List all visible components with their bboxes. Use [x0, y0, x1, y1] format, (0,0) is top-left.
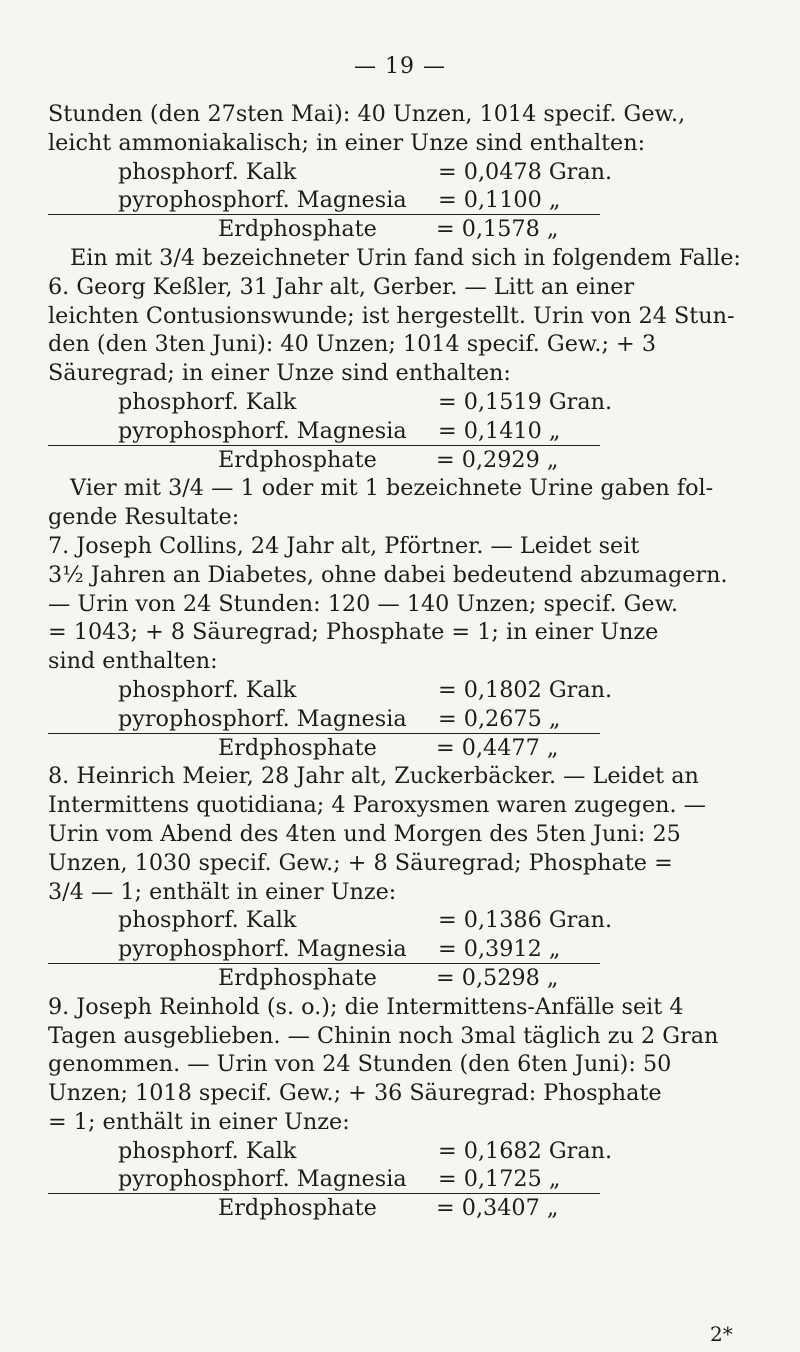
text-line [48, 561, 764, 590]
underlined-row [48, 1165, 764, 1194]
line-text: Stunden (den 27sten Mai): 40 Unzen, 1014 specif. Gew., [48, 101, 686, 127]
table-row [48, 158, 764, 187]
table-row [48, 964, 764, 993]
row-label: phosphorf. Kalk [118, 1137, 297, 1164]
line-text: Vier mit 3/4 — 1 oder mit 1 bezeichnete Urine gaben fol- [70, 475, 714, 502]
row-value: = 0,2675 „ [438, 705, 561, 732]
text-line [48, 993, 764, 1022]
text-line [48, 1050, 764, 1079]
text-line [48, 100, 764, 129]
text-line [48, 302, 764, 331]
line-text: 6. Georg Keßler, 31 Jahr alt, Gerber. — Litt an einer [48, 273, 635, 300]
row-label: pyrophosphorf. Magnesia [118, 1166, 407, 1193]
page-number: — 19 — [354, 54, 446, 79]
row-label: Erdphosphate [218, 1195, 377, 1222]
line-text: = 1; enthält in einer Unze: [48, 1108, 350, 1135]
line-text: 9. Joseph Reinhold (s. o.); die Intermittens-Anfälle seit 4 [48, 993, 684, 1020]
row-value: = 0,2929 „ [436, 446, 559, 473]
underlined-row [48, 935, 764, 964]
line-text: 8. Heinrich Meier, 28 Jahr alt, Zuckerbäcker. — Leidet an [48, 763, 699, 790]
row-label: Erdphosphate [218, 446, 377, 473]
row-value: = 0,1386 Gran. [438, 907, 613, 934]
text-line [48, 1022, 764, 1051]
row-value: = 0,3912 „ [438, 936, 561, 963]
text-line [48, 878, 764, 907]
table-row [48, 935, 600, 964]
row-value: = 0,4477 „ [436, 734, 559, 761]
underlined-row [48, 417, 764, 446]
row-label: Erdphosphate [218, 216, 377, 243]
line-text: — Urin von 24 Stunden: 120 — 140 Unzen; specif. Gew. [48, 590, 679, 617]
text-line [48, 1108, 764, 1137]
table-row [48, 215, 764, 244]
row-value: = 0,1682 Gran. [438, 1137, 613, 1164]
text-line [48, 762, 764, 791]
text-line [48, 330, 764, 359]
line-text: 3½ Jahren an Diabetes, ohne dabei bedeutend abzumagern. [48, 561, 728, 588]
row-value: = 0,1725 „ [438, 1166, 561, 1193]
text-line [48, 359, 764, 388]
text-line [48, 244, 764, 273]
text-line [48, 1079, 764, 1108]
line-text: Intermittens quotidiana; 4 Paroxysmen waren zugegen. — [48, 792, 706, 819]
line-text: Urin vom Abend des 4ten und Morgen des 5ten Juni: 25 [48, 820, 681, 847]
row-label: pyrophosphorf. Magnesia [118, 936, 407, 963]
line-text: Säuregrad; in einer Unze sind enthalten: [48, 360, 511, 387]
line-text: leichten Contusionswunde; ist hergestellt. Urin von 24 Stun- [48, 302, 735, 329]
table-row [48, 1137, 764, 1166]
row-label: phosphorf. Kalk [118, 388, 297, 415]
text-line [48, 474, 764, 503]
row-value: = 0,5298 „ [436, 964, 559, 991]
row-label: phosphorf. Kalk [118, 907, 297, 934]
line-text: = 1043; + 8 Säuregrad; Phosphate = 1; in einer Unze [48, 619, 659, 646]
line-text: sind enthalten: [48, 648, 218, 675]
row-label: Erdphosphate [218, 734, 377, 761]
table-row [48, 734, 764, 763]
table-row [48, 186, 600, 215]
row-label: phosphorf. Kalk [118, 676, 297, 703]
table-row [48, 446, 764, 475]
line-text: leicht ammoniakalisch; in einer Unze sind enthalten: [48, 129, 646, 156]
row-value: = 0,1100 „ [438, 187, 561, 214]
line-text: Unzen; 1018 specif. Gew.; + 36 Säuregrad: Phosphate [48, 1080, 662, 1107]
row-value: = 0,1410 „ [438, 417, 561, 444]
text-line [48, 820, 764, 849]
table-row [48, 388, 764, 417]
underlined-row [48, 186, 764, 215]
line-text: Ein mit 3/4 bezeichneter Urin fand sich in folgendem Falle: [70, 244, 741, 271]
text-line [48, 129, 764, 158]
row-label: pyrophosphorf. Magnesia [118, 187, 407, 214]
line-text: 3/4 — 1; enthält in einer Unze: [48, 878, 397, 905]
text-line [48, 647, 764, 676]
row-value: = 0,1519 Gran. [438, 388, 613, 415]
text-line [48, 273, 764, 302]
line-text: gende Resultate: [48, 504, 240, 531]
table-row [48, 906, 764, 935]
row-value: = 0,3407 „ [436, 1195, 559, 1222]
row-label: phosphorf. Kalk [118, 158, 297, 185]
text-line [48, 618, 764, 647]
signature-mark: 2* [710, 1322, 733, 1346]
table-row [48, 417, 600, 446]
text-line [48, 849, 764, 878]
text-line [48, 791, 764, 820]
text-line [48, 503, 764, 532]
row-label: Erdphosphate [218, 964, 377, 991]
text-line [48, 590, 764, 619]
row-label: pyrophosphorf. Magnesia [118, 705, 407, 732]
row-value: = 0,1578 „ [436, 216, 559, 243]
line-text: 7. Joseph Collins, 24 Jahr alt, Pförtner. — Leidet seit [48, 532, 640, 559]
table-row [48, 676, 764, 705]
row-value: = 0,0478 Gran. [438, 158, 613, 185]
underlined-row [48, 705, 764, 734]
text-line [48, 532, 764, 561]
line-text: Tagen ausgeblieben. — Chinin noch 3mal täglich zu 2 Gran [48, 1022, 719, 1049]
table-row [48, 1194, 764, 1223]
line-text: den (den 3ten Juni): 40 Unzen; 1014 specif. Gew.; + 3 [48, 331, 657, 358]
row-label: pyrophosphorf. Magnesia [118, 417, 407, 444]
row-value: = 0,1802 Gran. [438, 676, 613, 703]
line-text: genommen. — Urin von 24 Stunden (den 6ten Juni): 50 [48, 1051, 672, 1078]
line-text: Unzen, 1030 specif. Gew.; + 8 Säuregrad; Phosphate = [48, 849, 673, 876]
page-body [48, 100, 764, 1223]
table-row [48, 1165, 600, 1194]
table-row [48, 705, 600, 734]
